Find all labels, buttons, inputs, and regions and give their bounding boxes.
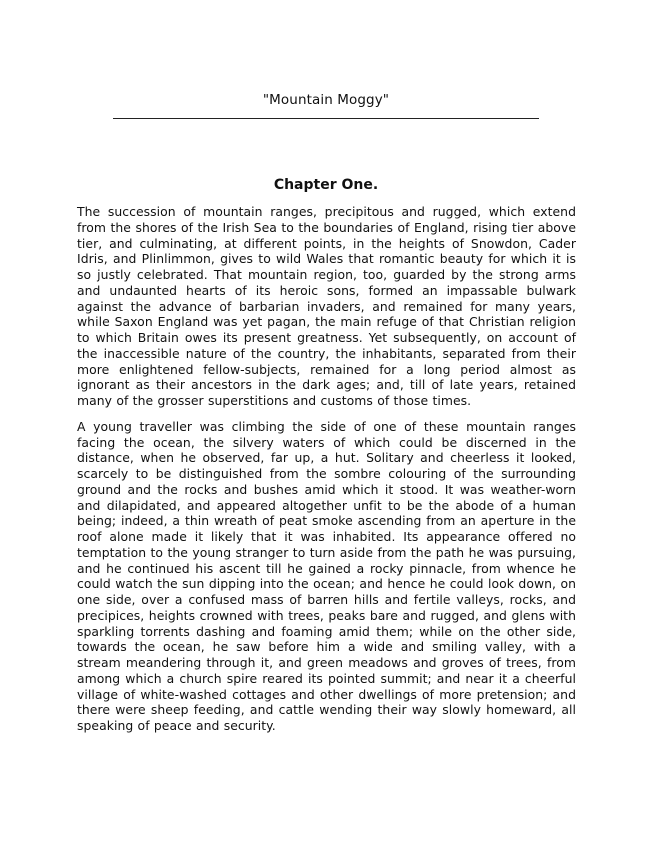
paragraph-2: A young traveller was climbing the side of one of these mountain ranges facing the ocean, the silvery waters of which could be discerned in the distance, when he observed, far up, a hut. Solitary and cheerless it looked, scarcely to be distinguished from the sombre colouring of the surrounding ground and the rocks and bushes amid which it stood. It was weather-worn and dilapidated, and appeared altogether unfit to be the abode of a human being; indeed, a thin wreath of peat smoke ascending from an aperture in the roof alone made it likely that it was inhabited. Its appearance offered no temptation to the young stranger to turn aside from the path he was pursuing, and he continued his ascent till he gained a rocky pinnacle, from whence he could watch the sun dipping into the ocean; and hence he could look down, on one side, over a confused mass of barren hills and fertile valleys, rocks, and precipices, heights crowned with trees, peaks bare and rugged, and glens with sparkling torrents dashing and foaming amid them; while on the other side, towards the ocean, he saw before him a wide and smiling valley, with a stream meandering through it, and green meadows and groves of trees, from among which a church spire reared its pointed summit; and near it a cheerful village of white-washed cottages and other dwellings of more pretension; and there were sheep feeding, and cattle wending their way slowly homeward, all speaking of peace and security. [77,418,576,733]
chapter-heading: Chapter One. [273,177,379,193]
paragraph-1: The succession of mountain ranges, precipitous and rugged, which extend from the shores of the Irish Sea to the boundaries of England, rising tier above tier, and culminating, at different points, in the heights of Snowdon, Cader Idris, and Plinlimmon, gives to wild Wales that romantic beauty for which it is so justly celebrated. That mountain region, too, guarded by the strong arms and undaunted hearts of its heroic sons, formed an impassable bulwark against the advance of barbarian invaders, and remained for many years, while Saxon England was yet pagan, the main refuge of that Christian religion to which Britain owes its present greatness. Yet subsequently, on account of the inaccessible nature of the country, the inhabitants, separated from their more enlightened fellow-subjects, remained for a long period almost as ignorant as their ancestors in the dark ages; and, till of late years, retained many of the grosser superstitions and customs of those times. [77,204,576,408]
chapter-body [77,204,576,744]
book-title: "Mountain Moggy" [262,92,390,108]
title-divider [113,118,539,119]
